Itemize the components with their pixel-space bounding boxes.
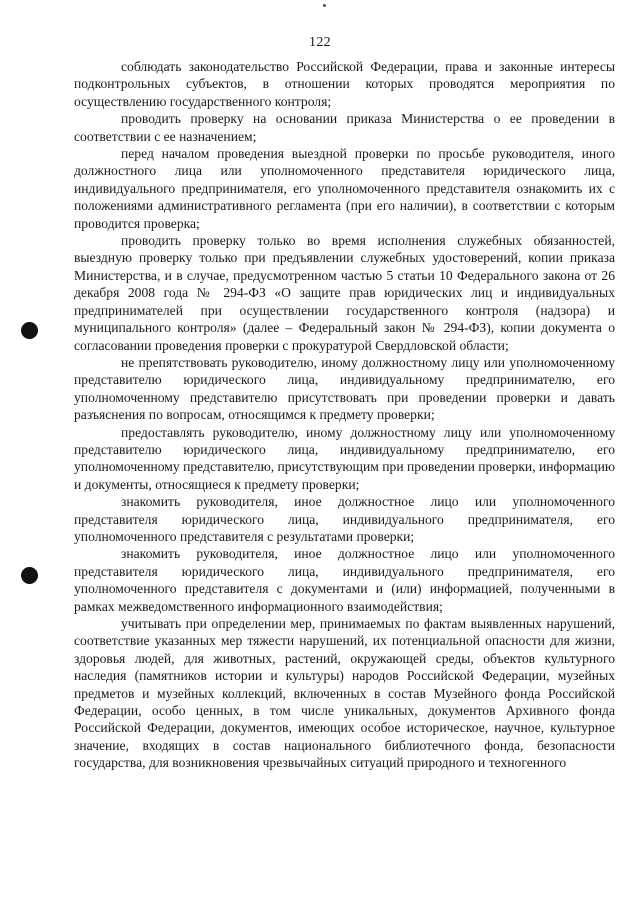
- paragraph-familiarize-regulation: перед началом проведения выездной проверки по просьбе руководителя, иного должностного лица или уполномоченного представителя юридического лица, индивидуального предпринимателя, его уполномоченного представителя ознакомить их с положениями административного регламента (при его наличии), в соответствии с которым проводится проверка;: [74, 146, 615, 231]
- scan-speck: [323, 4, 326, 7]
- punch-hole-lower: [21, 567, 38, 584]
- punch-hole-upper: [21, 322, 38, 339]
- document-body: [74, 58, 615, 772]
- paragraph-provide-information: предоставлять руководителю, иному должностному лицу или уполномоченному представителю юридического лица, индивидуальному предпринимателю, его уполномоченному представителю, присутствующим при проведении проверки, информацию и документы, относящиеся к предмету проверки;: [74, 424, 615, 492]
- paragraph-acquaint-documents: знакомить руководителя, иное должностное лицо или уполномоченного представителя юридического лица, индивидуального предпринимателя, его уполномоченного представителя с документами и (или) информацией, полученными в рамках межведомственного информационного взаимодействия;: [74, 546, 615, 614]
- page-number: 122: [309, 35, 331, 50]
- paragraph-inspection-during-duties: проводить проверку только во время исполнения служебных обязанностей, выездную проверку только при предъявлении служебных удостоверений, копии приказа Министерства, и в случае, предусмотренном частью 5 статьи 10 Федерального закона от 26 декабря 2008 года № 294-ФЗ «О защите прав юридических лиц и индивидуальных предпринимателей при осуществлении государственного контроля (надзора) и муниципального контроля» (далее – Федеральный закон № 294-ФЗ), копии документа о согласовании проведения проверки с прокуратурой Свердловской области;: [74, 233, 615, 353]
- paragraph-acquaint-results: знакомить руководителя, иное должностное лицо или уполномоченного представителя юридического лица, индивидуального предпринимателя, его уполномоченного представителя с результатами проверки;: [74, 494, 615, 544]
- paragraph-comply-legislation: соблюдать законодательство Российской Федерации, права и законные интересы подконтрольных субъектов, в отношении которых проводятся мероприятия по осуществлению государственного контроля;: [74, 59, 615, 109]
- paragraph-not-obstruct: не препятствовать руководителю, иному должностному лицу или уполномоченному представителю юридического лица, индивидуальному предпринимателю, его уполномоченному представителю присутствовать при проведении проверки и давать разъяснения по вопросам, относящимся к предмету проверки;: [74, 354, 615, 423]
- paragraph-consider-measures: учитывать при определении мер, принимаемых по фактам выявленных нарушений, соответствие указанных мер тяжести нарушений, их потенциальной опасности для жизни, здоровья людей, для животных, растений, окружающей среды, объектов культурного наследия (памятников истории и культуры) народов Российской Федерации, музейных предметов и музейных коллекций, включенных в состав Музейного фонда Российской Федерации, особо ценных, в том числе уникальных, документов Архивного фонда Российской Федерации, документов, имеющих особое историческое, научное, культурное значение, входящих в состав национального библиотечного фонда, безопасности государства, для возникновения чрезвычайных ситуаций природного и техногенного: [74, 616, 615, 771]
- paragraph-inspection-by-order: проводить проверку на основании приказа Министерства о ее проведении в соответствии с ее назначением;: [74, 111, 615, 144]
